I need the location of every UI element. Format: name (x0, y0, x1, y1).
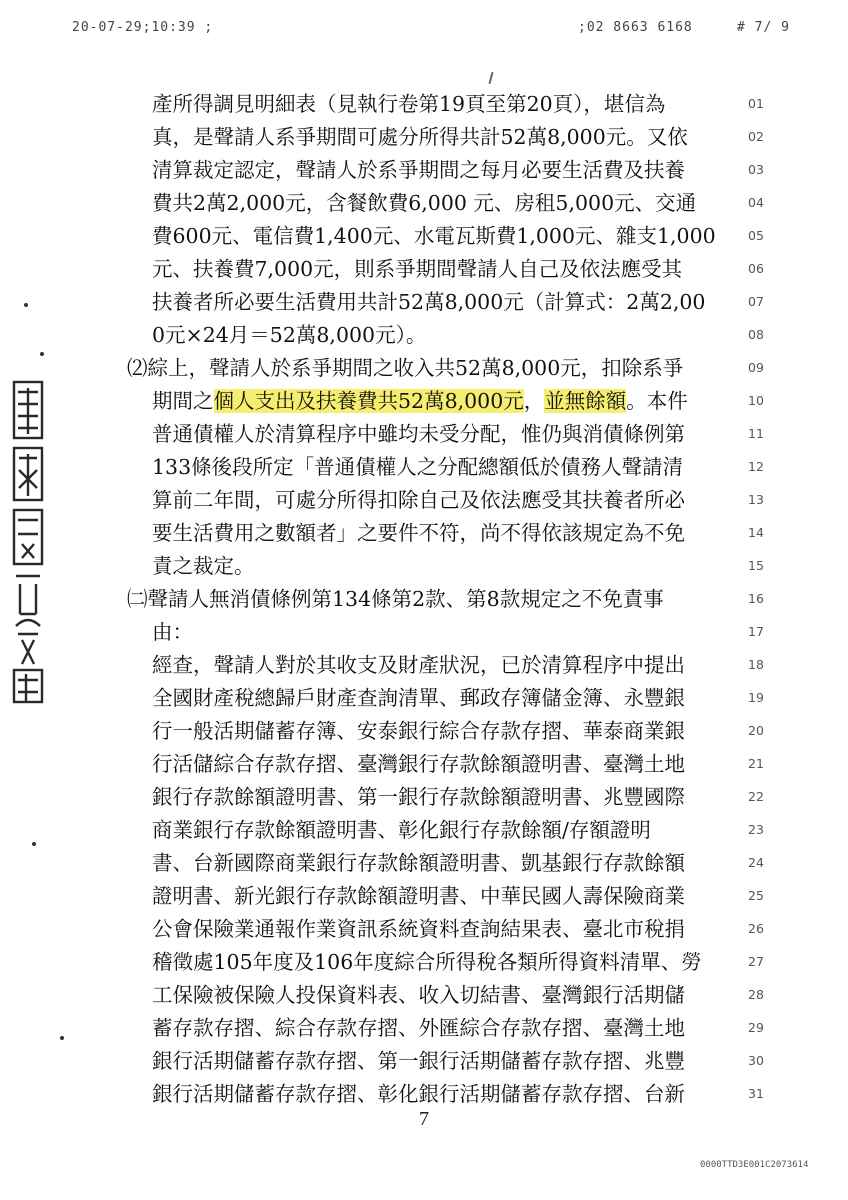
scan-dot (32, 842, 36, 846)
line-number: 05 (748, 228, 764, 243)
line-number: 01 (748, 96, 764, 111)
scan-dot (24, 303, 28, 307)
text-line-22: 銀行存款餘額證明書、第一銀行存款餘額證明書、兆豐國際 (152, 785, 685, 809)
page-number: 7 (419, 1108, 429, 1130)
line-number: 12 (748, 459, 764, 474)
line-number: 24 (748, 855, 764, 870)
text-line-25: 證明書、新光銀行存款餘額證明書、中華民國人壽保險商業 (152, 884, 685, 908)
text-segment: 期間之 (152, 389, 214, 413)
text-line-24: 書、台新國際商業銀行存款餘額證明書、凱基銀行存款餘額 (152, 851, 685, 875)
fax-timestamp: 20-07-29;10:39 ; (72, 20, 214, 35)
line-number: 22 (748, 789, 764, 804)
text-line-02: 真，是聲請人系爭期間可處分所得共計52萬8,000元。又依 (152, 125, 688, 149)
text-segment: ， (523, 389, 545, 413)
text-line-30: 銀行活期儲蓄存款存摺、第一銀行活期儲蓄存款存摺、兆豐 (152, 1049, 685, 1073)
fax-header (0, 20, 848, 42)
text-line-19: 全國財產稅總歸戶財產查詢清單、郵政存簿儲金簿、永豐銀 (152, 686, 685, 710)
text-line-26: 公會保險業通報作業資訊系統資料查詢結果表、臺北市稅捐 (152, 917, 685, 941)
highlighted-text: 個人支出及扶養費共52萬8,000元 (213, 389, 524, 413)
highlighted-text: 並無餘額 (544, 389, 627, 413)
line-number: 15 (748, 558, 764, 573)
line-number: 21 (748, 756, 764, 771)
text-line-10 (152, 385, 688, 417)
text-line-13: 算前二年間，可處分所得扣除自己及依法應受其扶養者所必 (152, 488, 685, 512)
text-line-14: 要生活費用之數額者」之要件不符，尚不得依該規定為不免 (152, 521, 685, 545)
text-line-31: 銀行活期儲蓄存款存摺、彰化銀行活期儲蓄存款存摺、台新 (152, 1082, 685, 1106)
line-number: 28 (748, 987, 764, 1002)
text-line-16: ㈡聲請人無消債條例第134條第2款、第8款規定之不免責事 (127, 587, 664, 611)
seal-stamp (10, 378, 46, 708)
line-number: 04 (748, 195, 764, 210)
line-number: 30 (748, 1053, 764, 1068)
text-line-08: 0元×24月＝52萬8,000元）。 (152, 323, 427, 347)
line-number: 11 (748, 426, 764, 441)
scan-dot (60, 1036, 64, 1040)
line-number: 19 (748, 690, 764, 705)
line-number: 27 (748, 954, 764, 969)
line-number: 13 (748, 492, 764, 507)
text-line-11: 普通債權人於清算程序中雖均未受分配，惟仍與消債條例第 (152, 422, 685, 446)
line-number: 03 (748, 162, 764, 177)
text-line-29: 蓄存款存摺、綜合存款存摺、外匯綜合存款存摺、臺灣土地 (152, 1016, 685, 1040)
text-line-12: 133條後段所定「普通債權人之分配總額低於債務人聲請清 (152, 455, 684, 479)
line-number: 02 (748, 129, 764, 144)
line-number: 09 (748, 360, 764, 375)
line-number: 08 (748, 327, 764, 342)
text-line-27: 稽徵處105年度及106年度綜合所得稅各類所得資料清單、勞 (152, 950, 702, 974)
line-number: 25 (748, 888, 764, 903)
text-line-28: 工保險被保險人投保資料表、收入切結書、臺灣銀行活期儲 (152, 983, 685, 1007)
line-number: 26 (748, 921, 764, 936)
text-segment: 。本件 (626, 389, 688, 413)
text-line-18: 經查，聲請人對於其收支及財產狀況，已於清算程序中提出 (152, 653, 685, 677)
line-number: 17 (748, 624, 764, 639)
text-line-17: 由： (152, 620, 193, 644)
text-line-03: 清算裁定認定，聲請人於系爭期間之每月必要生活費及扶養 (152, 158, 685, 182)
text-line-01: 產所得調見明細表（見執行卷第19頁至第20頁），堪信為 (152, 92, 666, 116)
document-code: 0000TTD3E001C2073614 (700, 1160, 809, 1170)
text-line-04: 費共2萬2,000元，含餐飲費6,000 元、房租5,000元、交通 (152, 191, 697, 215)
line-number: 20 (748, 723, 764, 738)
line-number: 06 (748, 261, 764, 276)
line-number: 29 (748, 1020, 764, 1035)
line-number: 07 (748, 294, 764, 309)
scan-dot (40, 352, 44, 356)
text-line-15: 責之裁定。 (152, 554, 255, 578)
line-number: 14 (748, 525, 764, 540)
text-line-23: 商業銀行存款餘額證明書、彰化銀行存款餘額/存額證明 (152, 818, 651, 842)
fax-page-indicator: # 7/ 9 (737, 20, 790, 35)
line-number: 31 (748, 1086, 764, 1101)
fax-phone-number: ;02 8663 6168 (578, 20, 693, 35)
text-line-21: 行活儲綜合存款存摺、臺灣銀行存款餘額證明書、臺灣土地 (152, 752, 685, 776)
line-number: 10 (748, 393, 764, 408)
text-line-06: 元、扶養費7,000元，則系爭期間聲請人自己及依法應受其 (152, 257, 683, 281)
line-number: 23 (748, 822, 764, 837)
text-line-05: 費600元、電信費1,400元、水電瓦斯費1,000元、雜支1,000 (152, 224, 716, 248)
text-line-07: 扶養者所必要生活費用共計52萬8,000元（計算式：2萬2,00 (152, 290, 706, 314)
scan-mark (488, 72, 493, 84)
text-line-20: 行一般活期儲蓄存簿、安泰銀行綜合存款存摺、華泰商業銀 (152, 719, 685, 743)
text-line-09: ⑵綜上，聲請人於系爭期間之收入共52萬8,000元，扣除系爭 (127, 356, 684, 380)
line-number: 18 (748, 657, 764, 672)
line-number: 16 (748, 591, 764, 606)
